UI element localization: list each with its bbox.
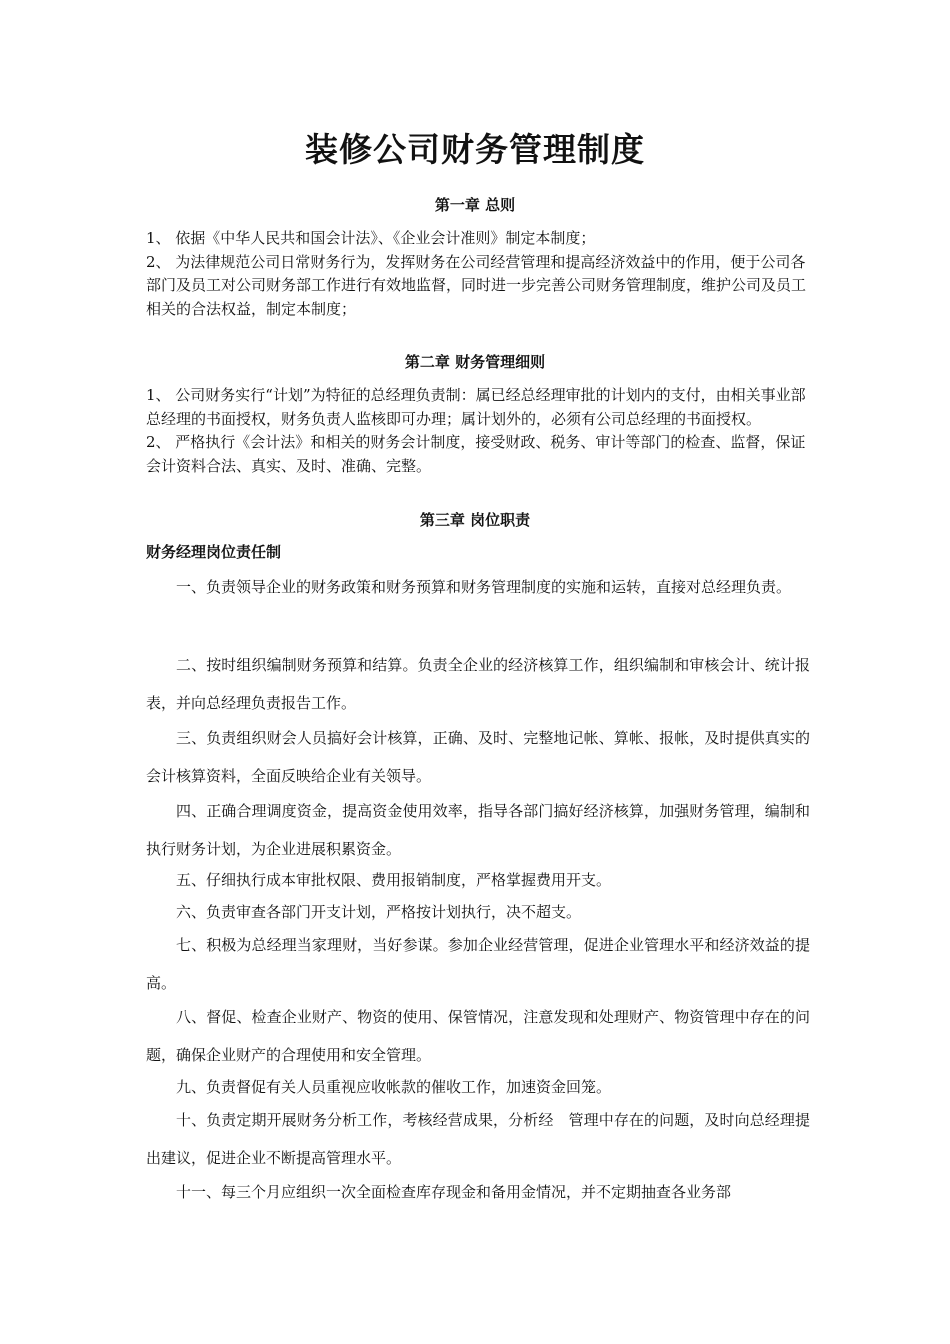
chapter1-item-2: 2、 为法律规范公司日常财务行为，发挥财务在公司经营管理和提高经济效益中的作用，便于公司各部门及员工对公司财务部工作进行有效地监督，同时进一步完善公司财务管理制度，维护公司及员工相关的合法权益，制定本制度； — [146, 252, 807, 318]
chapter2-item-2: 2、 严格执行《会计法》和相关的财务会计制度，接受财政、税务、审计等部门的检查、监督，保证会计资料合法、真实、及时、准确、完整。 — [146, 433, 806, 475]
duty-item-8: 八、督促、检查企业财产、物资的使用、保管情况，注意发现和处理财产、物资管理中存在的问题，确保企业财产的合理使用和安全管理。 — [146, 1008, 810, 1064]
duty-item-3: 三、负责组织财会人员搞好会计核算，正确、及时、完整地记帐、算帐、报帐，及时提供真实的会计核算资料，全面反映给企业有关领导。 — [146, 729, 810, 785]
chapter2-heading: 第二章 财务管理细则 — [404, 353, 546, 371]
duty-item-4: 四、正确合理调度资金，提高资金使用效率，指导各部门搞好经济核算，加强财务管理，编制和执行财务计划，为企业进展积累资金。 — [146, 802, 810, 858]
chapter1-body — [146, 227, 810, 321]
duty-item-1: 一、负责领导企业的财务政策和财务预算和财务管理制度的实施和运转，直接对总经理负责。 — [176, 578, 792, 596]
duty-item-5: 五、仔细执行成本审批权限、费用报销制度，严格掌握费用开支。 — [176, 871, 612, 889]
duty-item-7: 七、积极为总经理当家理财，当好参谋。参加企业经营管理，促进企业管理水平和经济效益的提高。 — [146, 936, 810, 992]
chapter2-item-1: 1、 公司财务实行“计划”为特征的总经理负责制：属已经总经理审批的计划内的支付，由相关事业部总经理的书面授权，财务负责人监核即可办理；属计划外的，必须有公司总经理的书面授权。 — [146, 386, 806, 428]
document-title: 装修公司财务管理制度 — [305, 130, 645, 169]
duty-item-6: 六、负责审查各部门开支计划，严格按计划执行，决不超支。 — [176, 903, 582, 921]
duty-item-2: 二、按时组织编制财务预算和结算。负责全企业的经济核算工作，组织编制和审核会计、统计报表，并向总经理负责报告工作。 — [146, 656, 810, 712]
chapter1-heading: 第一章 总则 — [434, 196, 516, 214]
chapter3-subheading: 财务经理岗位责任制 — [146, 543, 282, 561]
duty-item-10: 十、负责定期开展财务分析工作，考核经营成果，分析经 管理中存在的问题，及时向总经理提出建议，促进企业不断提高管理水平。 — [146, 1111, 810, 1167]
chapter3-heading: 第三章 岗位职责 — [419, 511, 531, 529]
duty-item-11: 十一、每三个月应组织一次全面检查库存现金和备用金情况，并不定期抽查各业务部 — [176, 1183, 732, 1201]
chapter1-item-1: 1、 依据《中华人民共和国会计法》、《企业会计准则》制定本制度； — [146, 229, 596, 247]
chapter2-body — [146, 384, 810, 478]
duty-item-9: 九、负责督促有关人员重视应收帐款的催收工作，加速资金回笼。 — [176, 1078, 612, 1096]
